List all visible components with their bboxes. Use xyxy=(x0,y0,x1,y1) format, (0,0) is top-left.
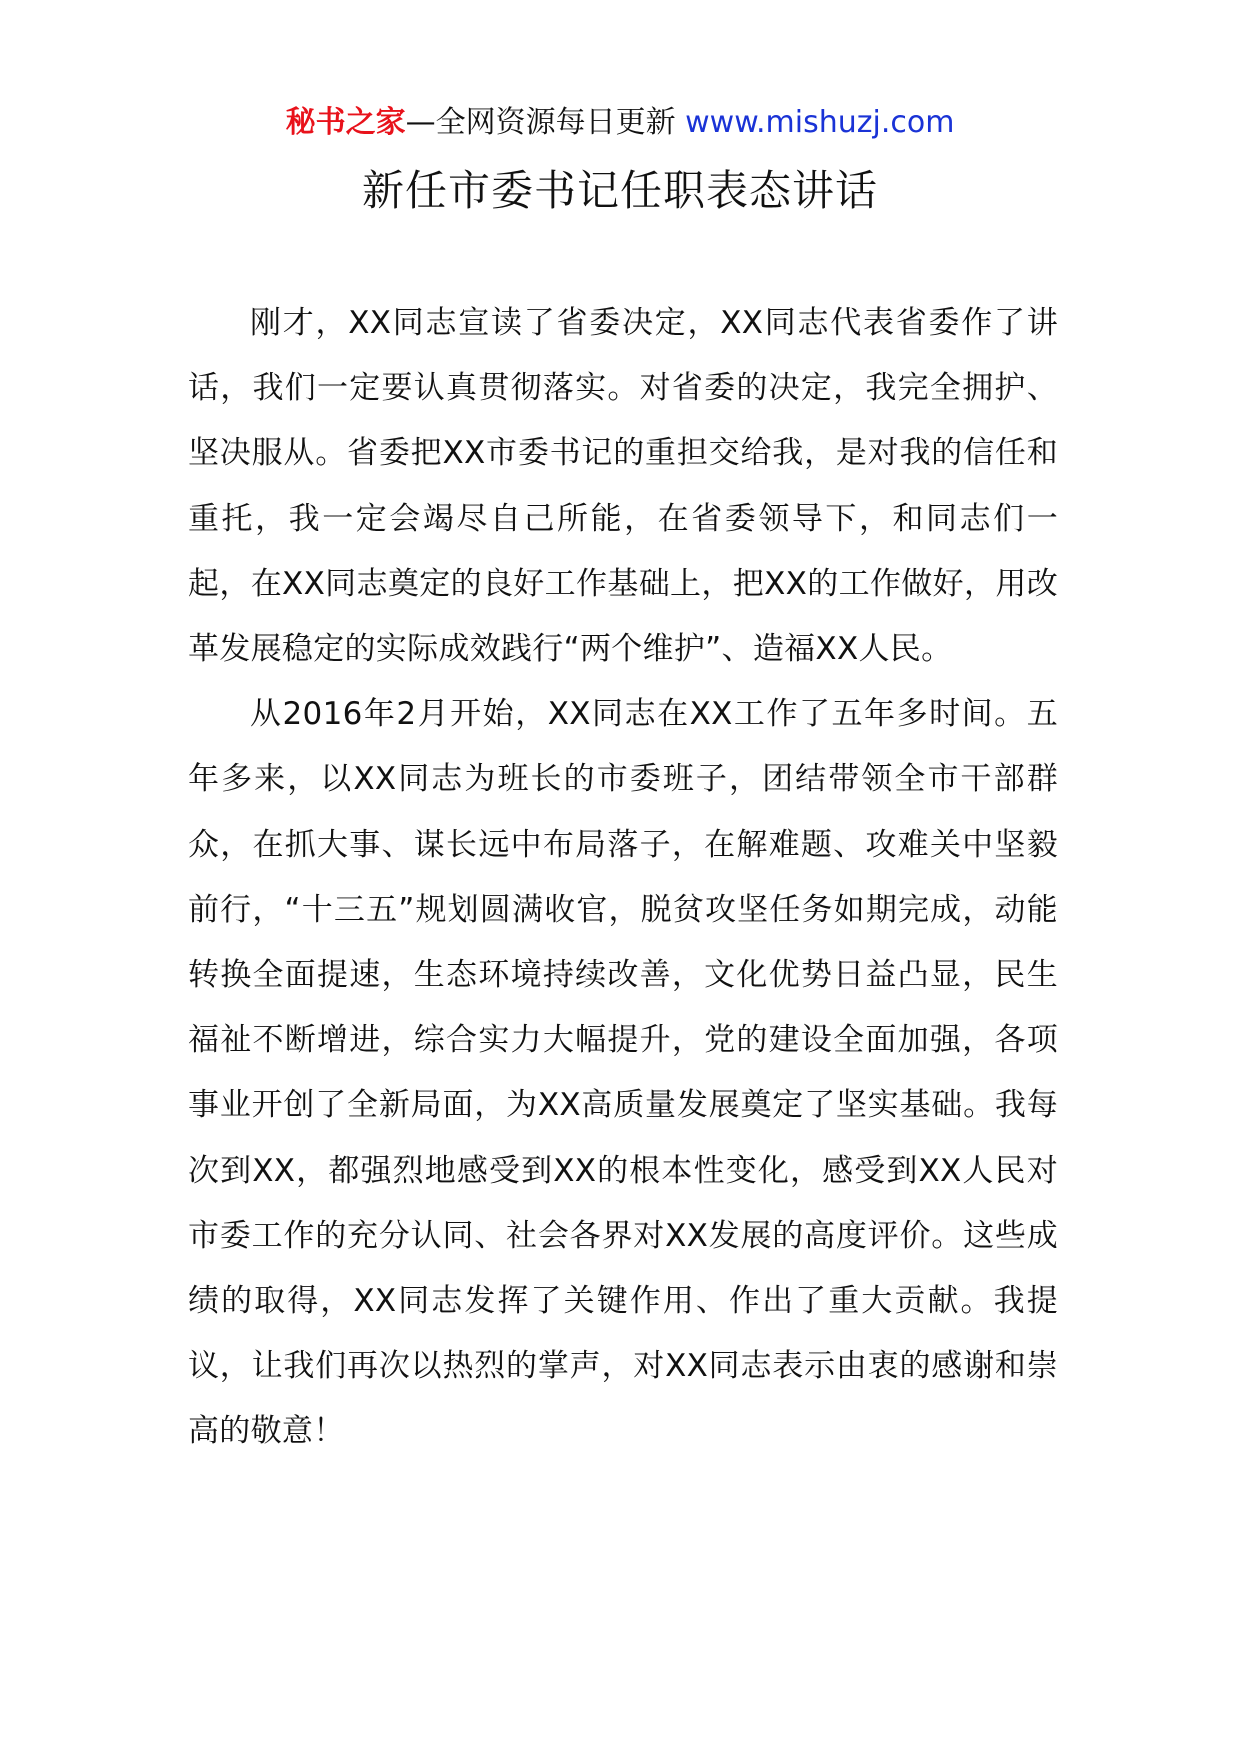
site-url-link[interactable]: www.mishuzj.com xyxy=(685,105,955,140)
paragraph-1: 刚才，XX同志宣读了省委决定，XX同志代表省委作了讲话，我们一定要认真贯彻落实。对省委的决定，我完全拥护、坚决服从。省委把XX市委书记的重担交给我，是对我的信任和重托，我一定会竭尽自己所能，在省委领导下，和同志们一起，在XX同志奠定的良好工作基础上，把XX的工作做好，用改革发展稳定的实际成效践行“两个维护”、造福XX人民。 xyxy=(188,305,1058,668)
brand-name: 秘书之家 xyxy=(285,105,406,140)
document-body xyxy=(188,291,1058,1465)
site-header xyxy=(0,103,1240,143)
document-title: 新任市委书记任职表态讲话 xyxy=(361,166,878,215)
header-tagline: —全网资源每日更新 xyxy=(405,105,676,140)
paragraph-2: 从2016年2月开始，XX同志在XX工作了五年多时间。五年多来，以XX同志为班长的市委班子，团结带领全市干部群众，在抓大事、谋长远中布局落子，在解难题、攻难关中坚毅前行，“十三五”规划圆满收官，脱贫攻坚任务如期完成，动能转换全面提速，生态环境持续改善，文化优势日益凸显，民生福祉不断增进，综合实力大幅提升，党的建设全面加强，各项事业开创了全新局面，为XX高质量发展奠定了坚实基础。我每次到XX，都强烈地感受到XX的根本性变化，感受到XX人民对市委工作的充分认同、社会各界对XX发展的高度评价。这些成绩的取得，XX同志发挥了关键作用、作出了重大贡献。我提议，让我们再次以热烈的掌声，对XX同志表示由衷的感谢和崇高的敬意！ xyxy=(188,696,1058,1450)
